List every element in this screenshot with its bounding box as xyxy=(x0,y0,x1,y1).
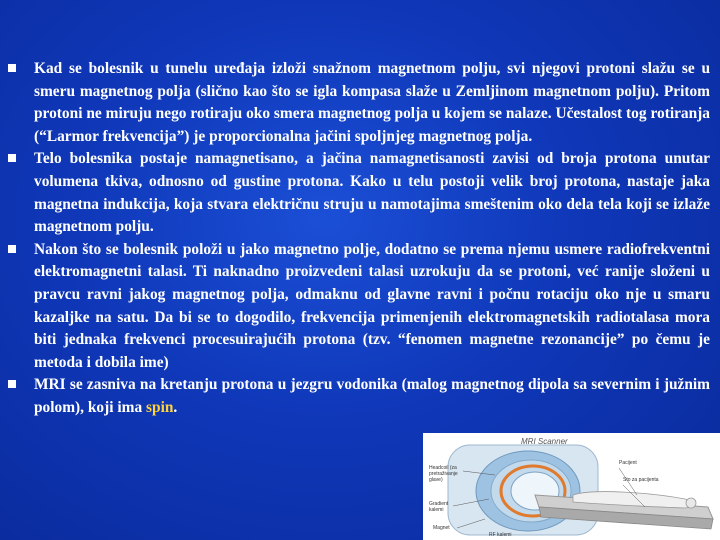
figure-label-rf: RF kalemi xyxy=(489,532,512,538)
bullet-item-4 xyxy=(8,374,710,419)
bullet-text-after: . xyxy=(173,398,178,416)
bullet-item-3 xyxy=(8,239,710,375)
figure-label-patient: Pacijent xyxy=(619,460,637,466)
patient-head xyxy=(686,498,696,508)
figure-label-coil: Headcoil (za pretraživanje glave) xyxy=(429,465,458,483)
mri-scanner-illustration xyxy=(423,433,720,540)
bullet-text: Telo bolesnika postaje namagnetisano, a jačina namagnetisanosti zavisi od broja protona unutar volumena tkiva, odnosno od gustine protona. Kako u telu postoji velik broj protona, nastaje jaka magnetna indukcija, koja stvara električnu struju u namotajima smeštenim oko dela tela koji se izlaže magnetnom polju. xyxy=(34,150,710,236)
square-bullet-icon xyxy=(8,154,16,162)
figure-title: MRI Scanner xyxy=(521,437,568,446)
bullet-text: Nakon što se bolesnik položi u jako magnetno polje, dodatno se prema njemu usmere radiofrekventni elektromagnetni talasi. Ti naknadno proizvedeni talasi uzrokuju da se protoni, već ranije složeni u pravcu ravni jakog magnetnog polja, odmaknu od glavne ravni i počnu rotaciju oko nje u smaru kazaljke na satu. Da bi se to dogodilo, frekvencija primenjenih elektromagnetskih radiotalasa mora biti jednaka frekvenci procesuirajućih protona (tzv. “fenomen magnetne rezonancije” po čemu je metoda i dobila ime) xyxy=(34,240,710,371)
figure-label-table: Sto za pacijenta xyxy=(623,477,659,483)
square-bullet-icon xyxy=(8,380,16,388)
square-bullet-icon xyxy=(8,64,16,72)
bullet-text: Kad se bolesnik u tunelu uređaja izloži snažnom magnetnom polju, svi njegovi protoni slažu se u smeru magnetnog polja (slično kao što se igla kompasa slaže u Zemljinom magnetnom polju). Pritom protoni ne miruju nego rotiraju oko smera magnetnog polja u kojem se nalaze. Učestalost tog rotiranja (“Larmor frekvencija”) je proporcionalna jačini spoljnjeg magnetnog polja. xyxy=(34,60,710,145)
highlighted-word: spin xyxy=(146,398,174,416)
mri-scanner-drawing xyxy=(423,433,720,540)
figure-label-gradient: Gradient kalemi xyxy=(429,501,449,513)
bullet-text-before: MRI se zasniva na kretanju protona u jezgru vodonika (malog magnetnog dipola sa severnim i južnim polom), koji ima xyxy=(34,376,710,416)
bullet-item-1 xyxy=(8,58,710,148)
square-bullet-icon xyxy=(8,245,16,253)
bullet-list xyxy=(8,58,710,420)
figure-label-magnet: Magnet xyxy=(433,525,450,531)
bullet-item-2 xyxy=(8,148,710,238)
bullet-text xyxy=(34,374,710,419)
